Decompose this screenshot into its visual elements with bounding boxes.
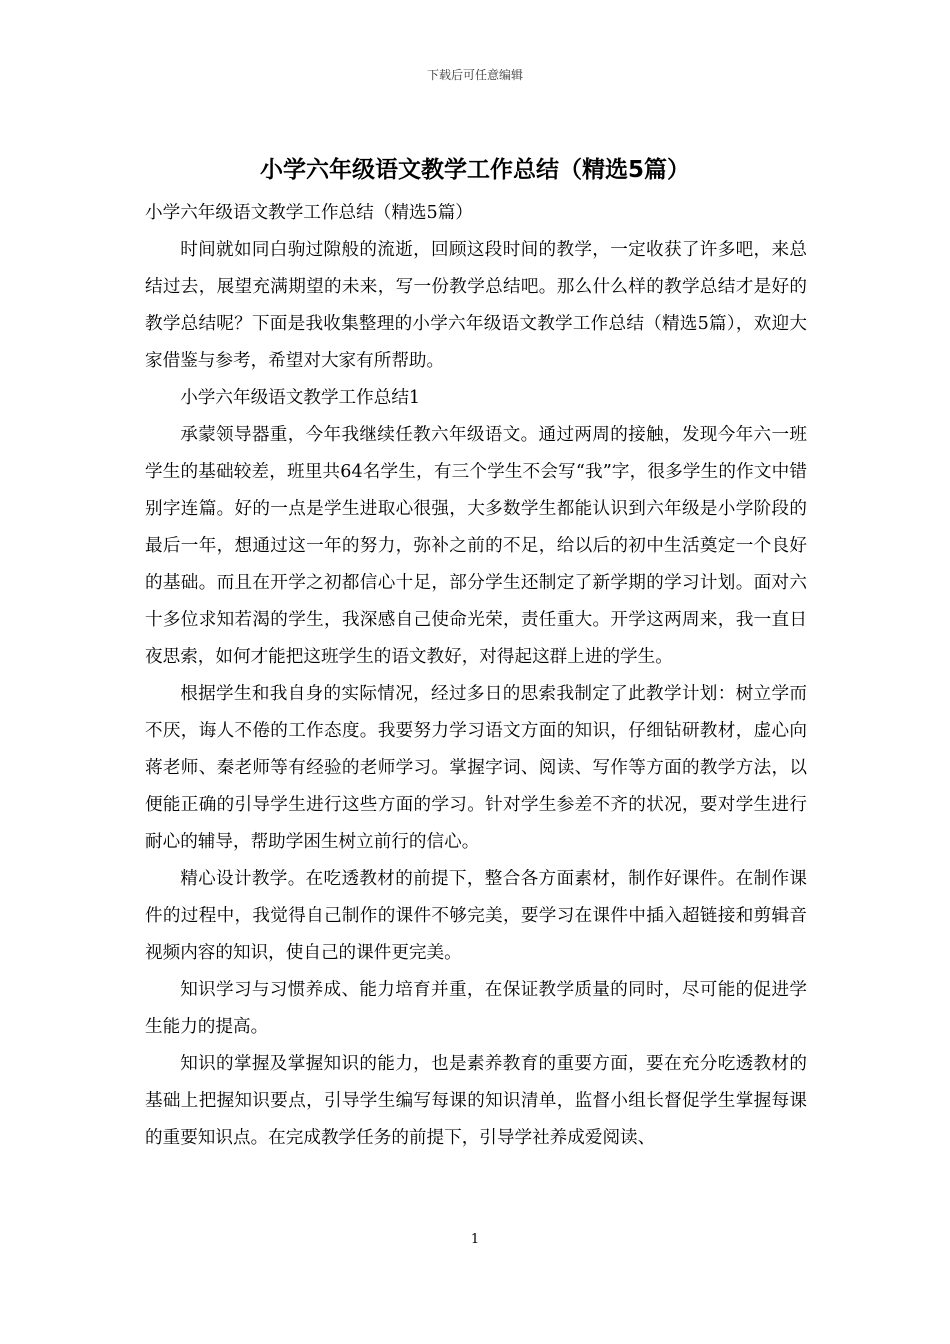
paragraph: 根据学生和我自身的实际情况，经过多日的思索我制定了此教学计划：树立学而不厌，诲人不倦的工作态度。我要努力学习语文方面的知识，仔细钻研教材，虚心向蒋老师、秦老师等有经验的老师学习。掌握字词、阅读、写作等方面的教学方法，以便能正确的引导学生进行这些方面的学习。针对学生参差不齐的状况，要对学生进行耐心的辅导，帮助学困生树立前行的信心。 bbox=[145, 684, 807, 852]
header-note: 下载后可任意编辑 bbox=[426, 68, 523, 82]
paragraph: 承蒙领导器重，今年我继续任教六年级语文。通过两周的接触，发现今年六一班学生的基础较差，班里共64名学生，有三个学生不会写“我”字，很多学生的作文中错别字连篇。好的一点是学生进取心很强，大多数学生都能认识到六年级是小学阶段的最后一年，想通过这一年的努力，弥补之前的不足，给以后的初中生活奠定一个良好的基础。而且在开学之初都信心十足，部分学生还制定了新学期的学习计划。面对六十多位求知若渴的学生，我深感自己使命光荣，责任重大。开学这两周来，我一直日夜思索，如何才能把这班学生的语文教好，对得起这群上进的学生。 bbox=[145, 425, 807, 667]
document-body bbox=[145, 195, 807, 1157]
paragraph: 知识学习与习惯养成、能力培育并重，在保证教学质量的同时，尽可能的促进学生能力的提高。 bbox=[145, 980, 807, 1037]
section-heading: 小学六年级语文教学工作总结1 bbox=[180, 388, 421, 408]
paragraph-intro: 时间就如同白驹过隙般的流逝，回顾这段时间的教学，一定收获了许多吧，来总结过去，展望充满期望的未来，写一份教学总结吧。那么什么样的教学总结才是好的教学总结呢？下面是我收集整理的小学六年级语文教学工作总结（精选5篇），欢迎大家借鉴与参考，希望对大家有所帮助。 bbox=[145, 240, 807, 371]
paragraph: 知识的掌握及掌握知识的能力，也是素养教育的重要方面，要在充分吃透教材的基础上把握知识要点，引导学生编写每课的知识清单，监督小组长督促学生掌握每课的重要知识点。在完成教学任务的前提下，引导学社养成爱阅读、 bbox=[145, 1054, 807, 1148]
paragraph: 精心设计教学。在吃透教材的前提下，整合各方面素材，制作好课件。在制作课件的过程中，我觉得自己制作的课件不够完美，要学习在课件中插入超链接和剪辑音视频内容的知识，使自己的课件更完美。 bbox=[145, 869, 807, 963]
document-subtitle: 小学六年级语文教学工作总结（精选5篇） bbox=[145, 203, 473, 223]
document-title: 小学六年级语文教学工作总结（精选5篇） bbox=[259, 157, 690, 183]
page-number: 1 bbox=[470, 1232, 480, 1247]
